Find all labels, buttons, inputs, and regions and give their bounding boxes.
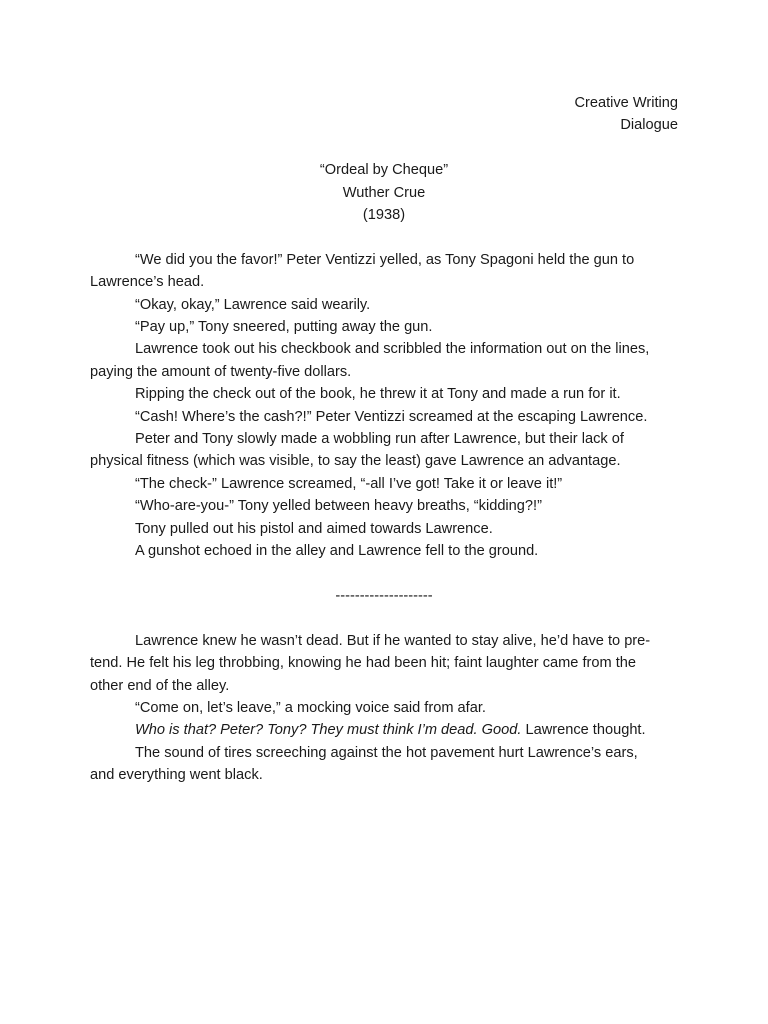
story-year: (1938) (362, 207, 406, 224)
thought-attribution: Lawrence thought. (521, 722, 646, 739)
story-author: Wuther Crue (342, 184, 426, 201)
paragraph-line: and everything went black. (90, 767, 263, 784)
assignment-label: Dialogue (620, 117, 678, 134)
title-block (90, 159, 678, 226)
paragraph-line: paying the amount of twenty-five dollars. (90, 363, 352, 380)
paragraph-continuation (90, 361, 678, 383)
paragraph: “Come on, let’s leave,” a mocking voice said from afar. (135, 699, 486, 716)
document-page (90, 92, 678, 787)
paragraph: A gunshot echoed in the alley and Lawrence fell to the ground. (135, 543, 539, 560)
paragraph (90, 428, 678, 450)
section-one (90, 249, 678, 563)
paragraph-continuation (90, 764, 678, 786)
paragraph: “Okay, okay,” Lawrence said wearily. (135, 296, 371, 313)
paragraph (90, 338, 678, 360)
paragraph-continuation (90, 652, 678, 697)
paragraph-line: Lawrence took out his checkbook and scribbled the information out on the lines, (135, 341, 650, 358)
section-two (90, 630, 678, 787)
paragraph: “Pay up,” Tony sneered, putting away the gun. (135, 319, 433, 336)
paragraph: Ripping the check out of the book, he threw it at Tony and made a run for it. (135, 386, 621, 403)
paragraph-line: Lawrence’s head. (90, 274, 205, 291)
paragraph-continuation (90, 450, 678, 472)
paragraph (90, 742, 678, 764)
course-label: Creative Writing (574, 95, 678, 111)
paragraph (90, 630, 678, 652)
paragraph-continuation (90, 271, 678, 293)
paragraph-line: Peter and Tony slowly made a wobbling run after Lawrence, but their lack of (135, 431, 624, 448)
paragraph-line: physical fitness (which was visible, to say the least) gave Lawrence an advantage. (90, 453, 621, 470)
paragraph-line: other end of the alley. (90, 677, 230, 694)
paragraph: “Who-are-you-” Tony yelled between heavy breaths, “kidding?!” (135, 498, 542, 515)
paragraph: “Cash! Where’s the cash?!” Peter Ventizzi screamed at the escaping Lawrence. (135, 408, 648, 425)
paragraph (90, 249, 678, 271)
paragraph-line: “We did you the favor!” Peter Ventizzi yelled, as Tony Spagoni held the gun to (135, 251, 635, 268)
italic-thought: Who is that? Peter? Tony? They must think I’m dead. Good. (135, 722, 522, 739)
spacer (90, 226, 678, 248)
paragraph: Tony pulled out his pistol and aimed towards Lawrence. (135, 520, 493, 537)
section-divider: -------------------- (335, 587, 433, 604)
paragraph: “The check-” Lawrence screamed, “-all I’ve got! Take it or leave it!” (135, 475, 563, 492)
paragraph-line: Lawrence knew he wasn’t dead. But if he wanted to stay alive, he’d have to pre- (135, 632, 651, 649)
document-header (90, 92, 678, 137)
paragraph-line: tend. He felt his leg throbbing, knowing he had been hit; faint laughter came from the (90, 655, 636, 672)
story-title: “Ordeal by Cheque” (319, 162, 449, 179)
paragraph (90, 719, 678, 741)
paragraph-line: The sound of tires screeching against the hot pavement hurt Lawrence’s ears, (135, 744, 638, 761)
